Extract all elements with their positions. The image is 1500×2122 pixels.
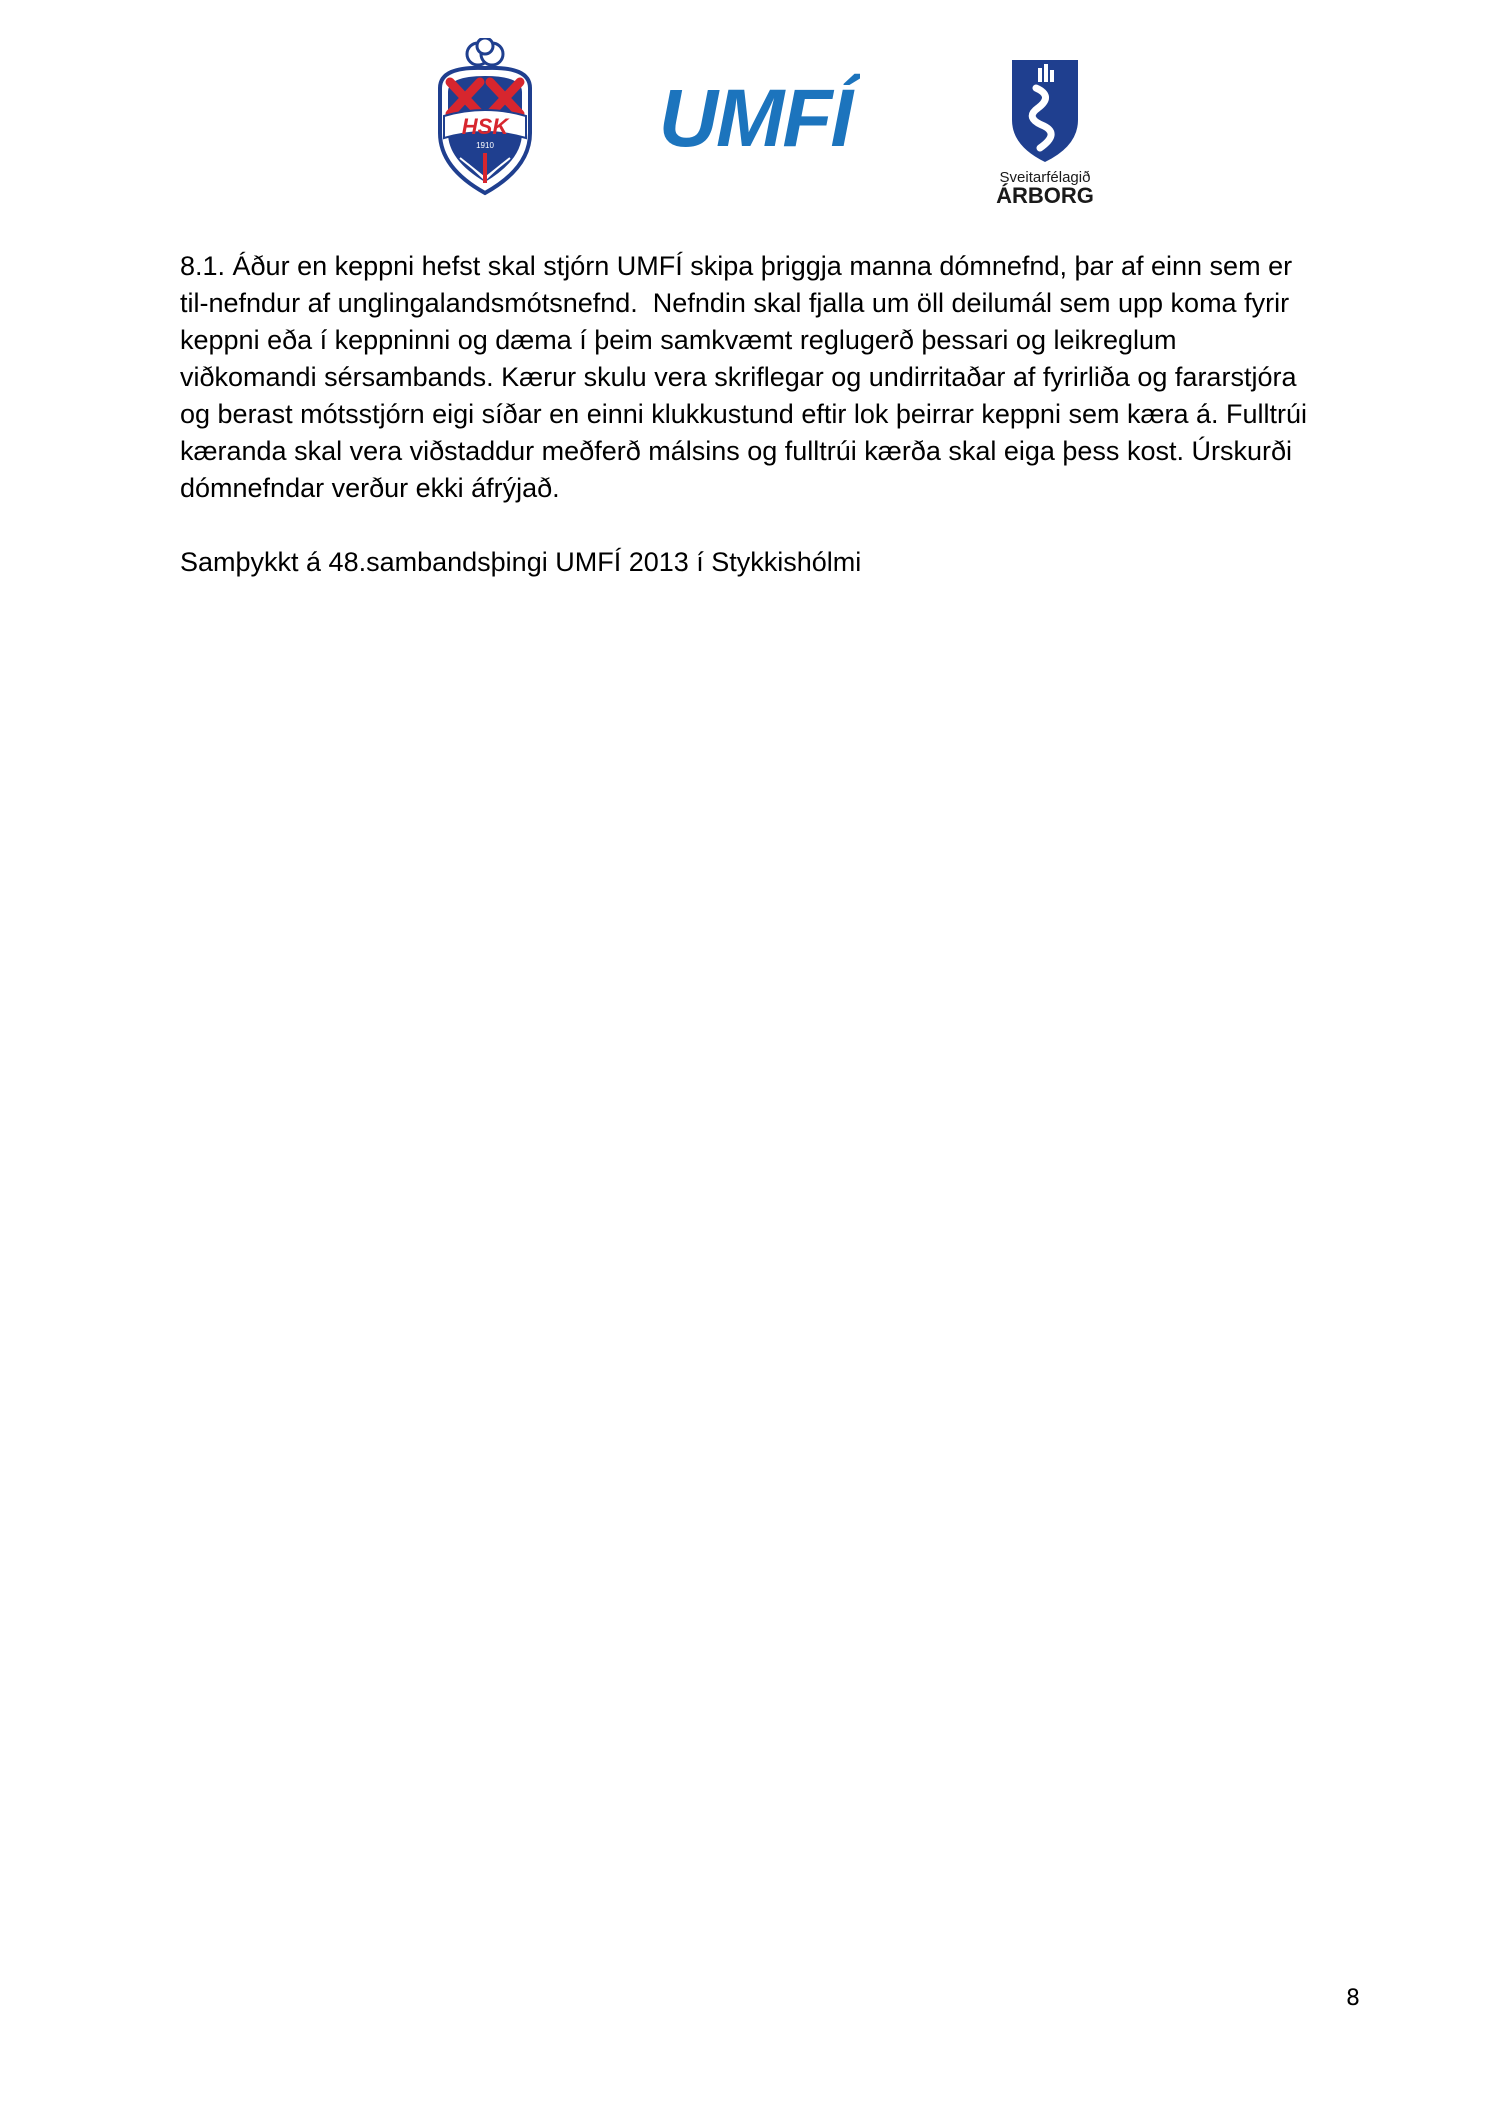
hsk-logo: [430, 38, 540, 198]
hsk-logo-text: HSK: [461, 114, 509, 139]
arborg-logo: [980, 58, 1110, 208]
page-number: 8: [1346, 1986, 1360, 2011]
hsk-logo-year: 1910: [476, 141, 494, 150]
body-line: dómnefndar verður ekki áfrýjað.: [180, 473, 560, 503]
body-line: kæranda skal vera viðstaddur meðferð málsins og fulltrúi kærða skal eiga þess kost. Úrskurði: [180, 436, 1292, 466]
body-line: 8.1. Áður en keppni hefst skal stjórn UMFÍ skipa þriggja manna dómnefnd, þar af einn sem er: [180, 251, 1293, 281]
umfi-logo: [650, 68, 860, 168]
umfi-logo-text: UMFÍ: [658, 73, 852, 164]
arborg-logo-line2: ÁRBORG: [996, 183, 1094, 208]
arborg-logo-line1: Sveitarfélagið: [999, 169, 1091, 186]
body-line: keppni eða í keppninni og dæma í þeim samkvæmt reglugerð þessari og leikreglum: [180, 325, 1177, 355]
page-body: [180, 248, 1340, 581]
body-line: viðkomandi sérsambands. Kærur skulu vera skriflegar og undirritaðar af fyrirliða og fararstjóra: [180, 362, 1297, 392]
header-logos: [0, 38, 1500, 208]
approval-statement: Samþykkt á 48.sambandsþingi UMFÍ 2013 í Stykkishólmi: [180, 547, 862, 577]
body-line: til-nefndur af unglingalandsmótsnefnd. Nefndin skal fjalla um öll deilumál sem upp koma fyrir: [180, 288, 1290, 318]
body-line: og berast mótsstjórn eigi síðar en einni klukkustund eftir lok þeirrar keppni sem kæra á. Fulltrúi: [180, 399, 1307, 429]
